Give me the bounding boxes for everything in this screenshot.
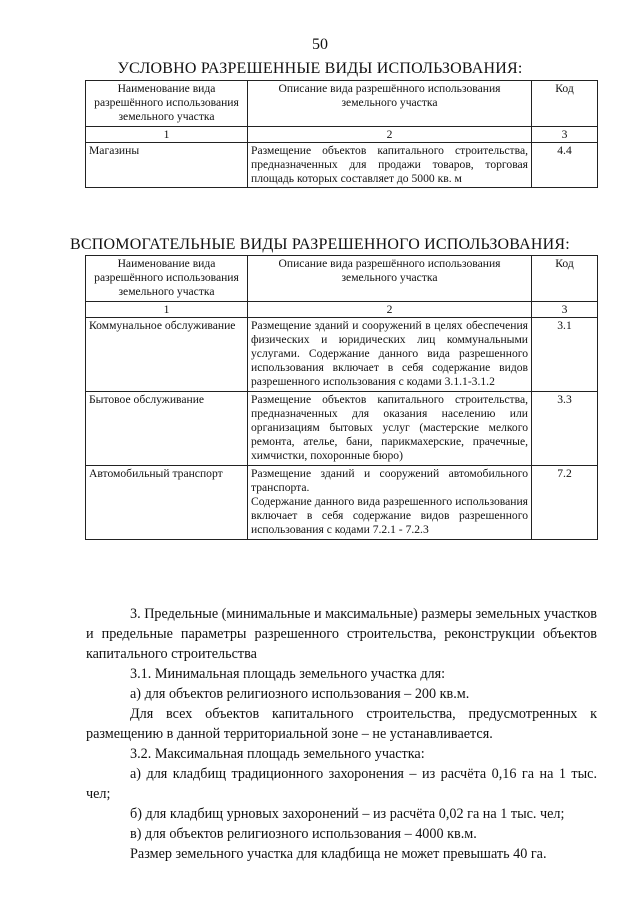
table-header-row (86, 81, 598, 127)
header-code: Код (532, 81, 598, 127)
column-number-row (86, 301, 598, 317)
body-text (86, 604, 597, 864)
use-code: 3.3 (532, 391, 598, 465)
table-row (86, 142, 598, 188)
column-number-row (86, 126, 598, 142)
paragraph-3-1-a: а) для объектов религиозного использования – 200 кв.м. (130, 686, 470, 702)
table-row (86, 317, 598, 391)
use-description-part: Содержание данного вида разрешенного использования включает в себя содержание видов разрешенного использования с кодами 7.2.1 - 7.2.3 (251, 495, 528, 537)
paragraph-3-2: 3.2. Максимальная площадь земельного участка: (130, 746, 425, 762)
use-name: Магазины (86, 142, 248, 188)
conditional-uses-title: УСЛОВНО РАЗРЕШЕННЫЕ ВИДЫ ИСПОЛЬЗОВАНИЯ: (117, 60, 523, 77)
use-description: Размещение зданий и сооружений в целях обеспечения физических и юридических лиц коммунальными услугами. Содержание данного вида разрешенного использования включает в себя содержание видов разрешенного использования с кодами 3.1.1-3.1.2 (248, 317, 532, 391)
use-description: Размещение объектов капитального строительства, предназначенных для оказания населению или организациям бытовых услуг (мастерские мелкого ремонта, ателье, бани, парикмахерские, прачечные, химчистки, похоронные бюро) (248, 391, 532, 465)
use-name: Бытовое обслуживание (86, 391, 248, 465)
use-description (248, 465, 532, 539)
column-number: 3 (532, 126, 598, 142)
auxiliary-uses-title: ВСПОМОГАТЕЛЬНЫЕ ВИДЫ РАЗРЕШЕННОГО ИСПОЛЬЗОВАНИЯ: (70, 236, 570, 253)
use-description: Размещение объектов капитального строительства, предназначенных для продажи товаров, торговая площадь которых составляет до 5000 кв. м (248, 142, 532, 188)
paragraph-all-objects: Для всех объектов капитального строительства, предусмотренных к размещению в данной территориальной зоне – не устанавливается. (86, 706, 597, 742)
use-code: 7.2 (532, 465, 598, 539)
paragraph-section-3: 3. Предельные (минимальные и максимальные) размеры земельных участков и предельные параметры разрешенного строительства, реконструкции объектов капитального строительства (86, 606, 597, 662)
header-name: Наименование вида разрешённого использования земельного участка (86, 81, 248, 127)
use-name: Автомобильный транспорт (86, 465, 248, 539)
header-code: Код (532, 256, 598, 302)
header-name: Наименование вида разрешённого использования земельного участка (86, 256, 248, 302)
paragraph-cemetery-limit: Размер земельного участка для кладбища не может превышать 40 га. (130, 846, 547, 862)
paragraph-3-2-c: в) для объектов религиозного использования – 4000 кв.м. (130, 826, 477, 842)
conditional-uses-table (85, 80, 598, 188)
table-row (86, 465, 598, 539)
column-number: 1 (86, 126, 248, 142)
column-number: 3 (532, 301, 598, 317)
header-description: Описание вида разрешённого использования земельного участка (248, 256, 532, 302)
table-row (86, 391, 598, 465)
table-header-row (86, 256, 598, 302)
page-number: 50 (312, 36, 328, 53)
paragraph-3-1: 3.1. Минимальная площадь земельного участка для: (130, 666, 446, 682)
paragraph-3-2-b: б) для кладбищ урновых захоронений – из расчёта 0,02 га на 1 тыс. чел; (130, 806, 565, 822)
auxiliary-uses-table (85, 255, 598, 540)
column-number: 1 (86, 301, 248, 317)
header-description: Описание вида разрешённого использования земельного участка (248, 81, 532, 127)
column-number: 2 (248, 126, 532, 142)
paragraph-3-2-a: а) для кладбищ традиционного захоронения – из расчёта 0,16 га на 1 тыс. чел; (86, 766, 597, 802)
use-name: Коммунальное обслуживание (86, 317, 248, 391)
column-number: 2 (248, 301, 532, 317)
use-description-part: Размещение зданий и сооружений автомобильного транспорта. (251, 466, 528, 494)
use-code: 3.1 (532, 317, 598, 391)
use-code: 4.4 (532, 142, 598, 188)
